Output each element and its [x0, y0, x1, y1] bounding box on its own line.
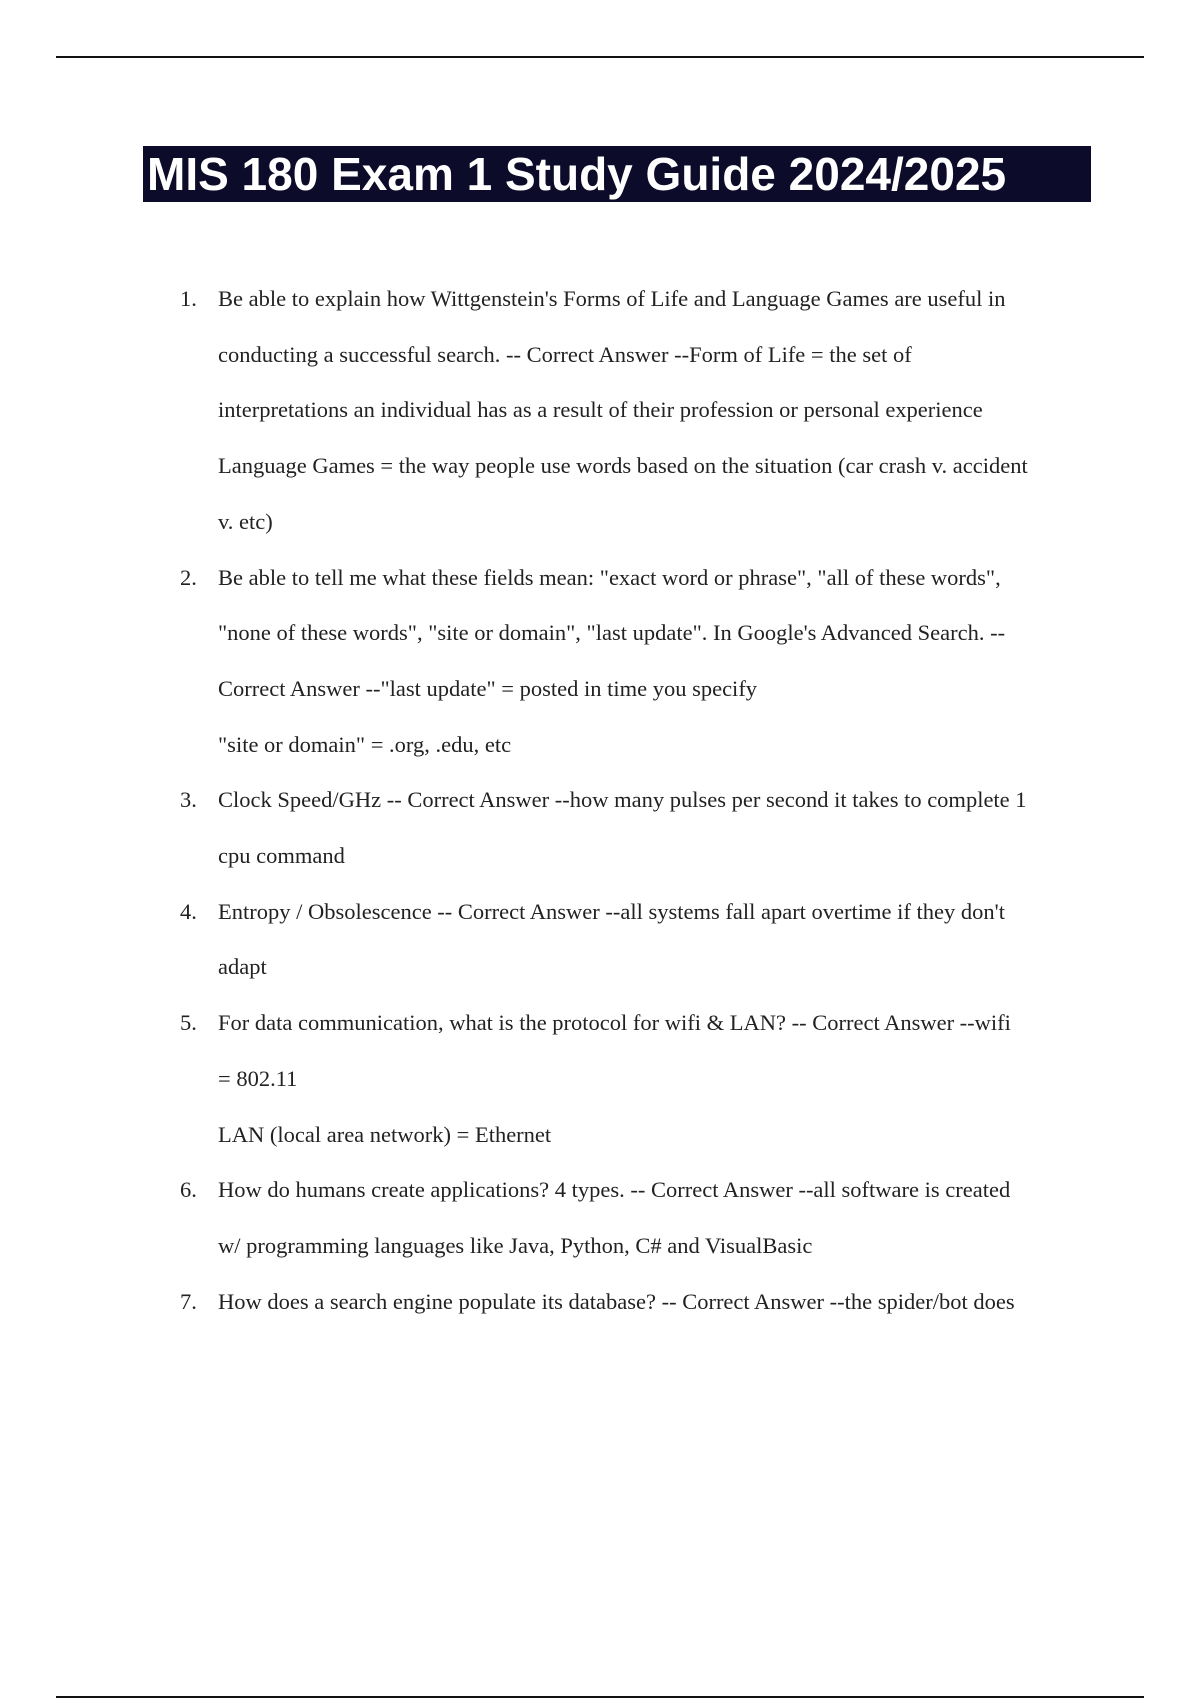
header-rule [56, 56, 1144, 58]
question-text-line: cpu command [218, 843, 345, 869]
question-item [180, 1274, 1100, 1330]
question-item [180, 884, 1100, 995]
question-text-line: LAN (local area network) = Ethernet [218, 1121, 552, 1147]
question-text-line: interpretations an individual has as a result of their profession or personal experience [218, 397, 983, 423]
page-title: MIS 180 Exam 1 Study Guide 2024/2025 [143, 146, 1091, 202]
question-text-line: "site or domain" = .org, .edu, etc [218, 731, 512, 757]
question-item [180, 1162, 1100, 1273]
question-item [180, 995, 1100, 1162]
question-number: 1. [180, 286, 197, 311]
question-text-line: w/ programming languages like Java, Python, C# and VisualBasic [218, 1232, 813, 1258]
question-text-line: Be able to tell me what these fields mean: "exact word or phrase", "all of these words", [218, 564, 1001, 590]
question-text-line: Clock Speed/GHz -- Correct Answer --how many pulses per second it takes to complete 1 [218, 787, 1027, 813]
question-item [180, 772, 1100, 883]
question-text-line: Correct Answer --"last update" = posted in time you specify [218, 675, 758, 701]
question-text-line: Be able to explain how Wittgenstein's Forms of Life and Language Games are useful in [218, 286, 1006, 311]
question-number: 4. [180, 898, 197, 924]
question-text-line: How do humans create applications? 4 types. -- Correct Answer --all software is created [218, 1177, 1011, 1203]
question-number: 6. [180, 1177, 197, 1203]
question-text-line: conducting a successful search. -- Correct Answer --Form of Life = the set of [218, 341, 912, 367]
footer-rule [56, 1696, 1144, 1698]
question-text-line: = 802.11 [218, 1065, 298, 1091]
question-number: 7. [180, 1288, 197, 1314]
question-number: 2. [180, 564, 197, 590]
question-text-line: How does a search engine populate its database? -- Correct Answer --the spider/bot does [218, 1288, 1015, 1314]
question-text-line: For data communication, what is the protocol for wifi & LAN? -- Correct Answer --wifi [218, 1010, 1011, 1036]
question-text-line: adapt [218, 954, 267, 980]
question-text-line: "none of these words", "site or domain", "last update". In Google's Advanced Search. -- [218, 620, 1006, 646]
question-text-line: v. etc) [218, 508, 273, 534]
question-text-line: Language Games = the way people use words based on the situation (car crash v. accident [218, 453, 1028, 479]
question-item [180, 271, 1100, 550]
question-list [180, 271, 1100, 1329]
question-number: 3. [180, 787, 197, 813]
question-number: 5. [180, 1010, 197, 1036]
question-text-line: Entropy / Obsolescence -- Correct Answer --all systems fall apart overtime if they don't [218, 898, 1005, 924]
question-item [180, 550, 1100, 773]
